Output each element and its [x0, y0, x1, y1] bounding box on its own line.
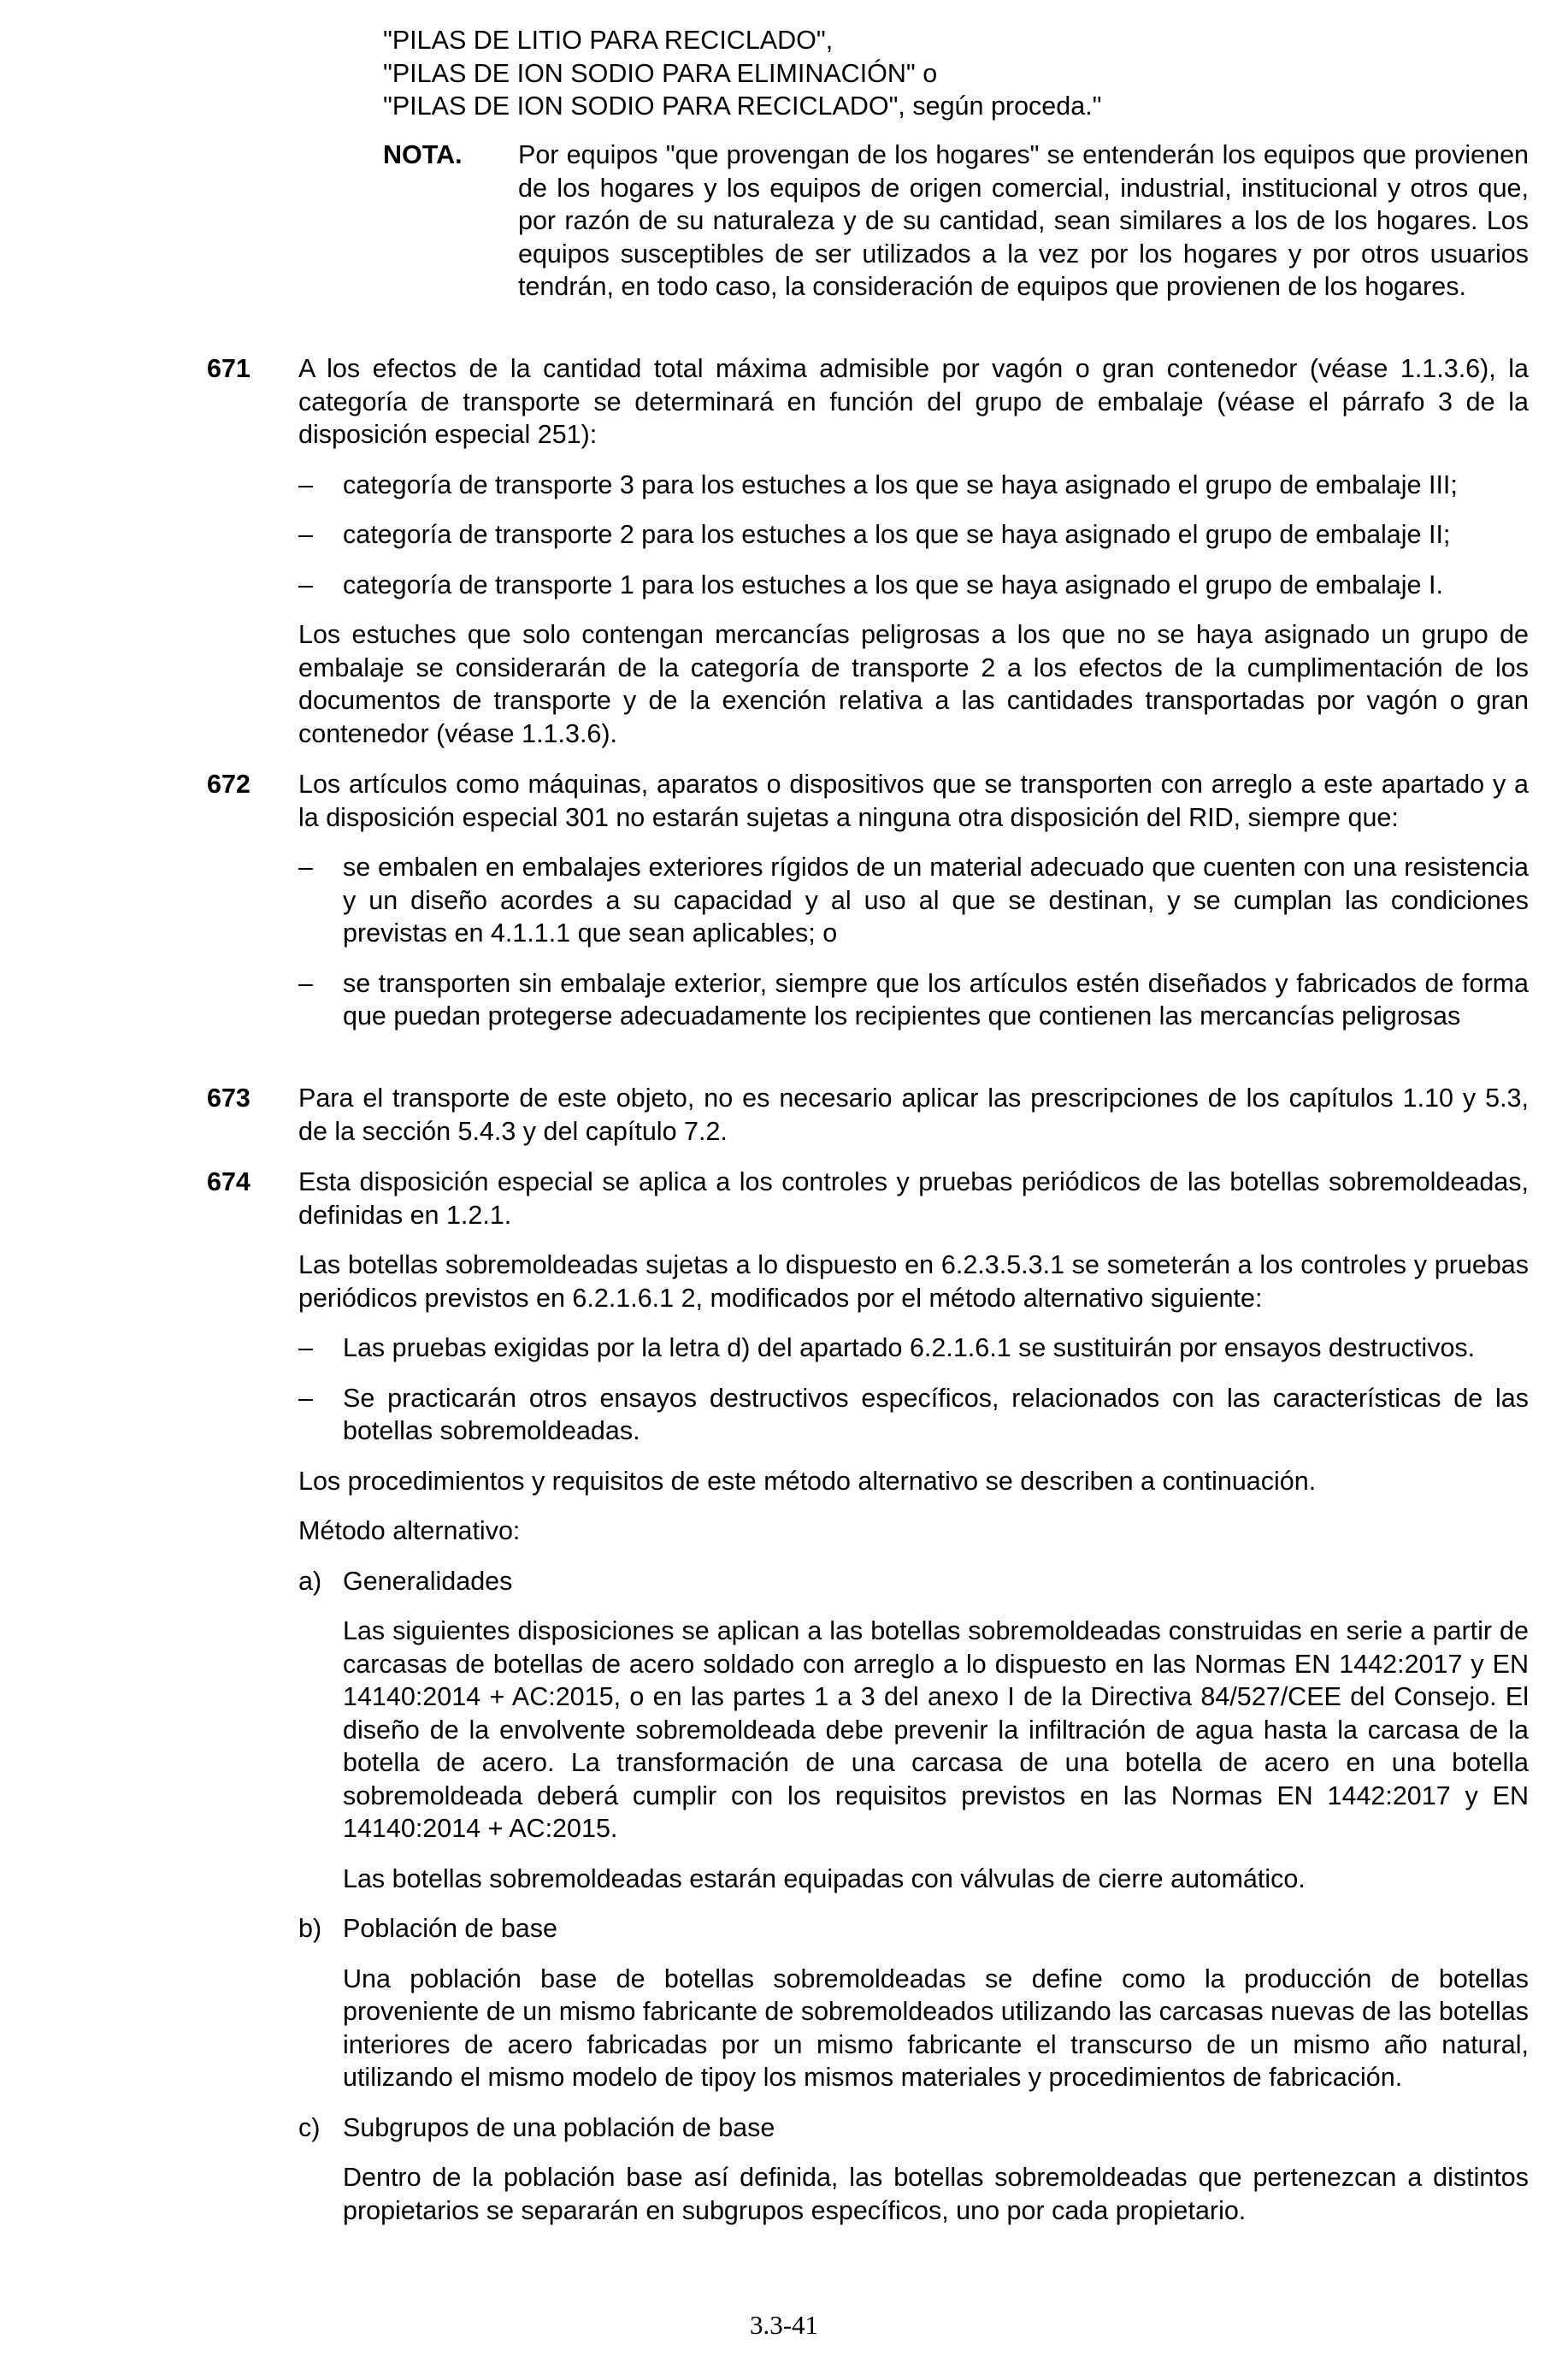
- list-item-text: se embalen en embalajes exteriores rígidos de un material adecuado que cuenten con una resistencia y un diseño acordes a su capacidad y al uso al que se destinan, y se cumplan las condiciones previstas en 4.1.1.1 que sean aplicables; o: [343, 853, 1529, 948]
- provision-text: Para el transporte de este objeto, no es necesario aplicar las prescripciones de los capítulos 1.10 y 5.3, de la sección 5.4.3 y del capítulo 7.2.: [298, 1084, 1529, 1146]
- list-item-text: categoría de transporte 2 para los estuches a los que se haya asignado el grupo de embalaje II;: [343, 520, 1451, 549]
- provision-number: 671: [207, 354, 251, 383]
- provision-intro: Esta disposición especial se aplica a los controles y pruebas periódicos de las botellas sobremoldeadas, definidas en 1.2.1.: [298, 1167, 1529, 1230]
- nota-text: Por equipos "que provengan de los hogares" se entenderán los equipos que provienen de los hogares y los equipos de origen comercial, industrial, institucional y otros que, por razón de su naturaleza y de su cantidad, sean similares a los de los hogares. Los equipos susceptibles de ser utilizados a la vez por los hogares y por otros usuarios tendrán, en todo caso, la consideración de equipos que provienen de los hogares.: [518, 140, 1529, 301]
- list-item-text: Las pruebas exigidas por la letra d) del apartado 6.2.1.6.1 se sustituirán por ensayos destructivos.: [343, 1333, 1476, 1362]
- section-a-heading: [298, 1565, 1529, 1598]
- list-item: [298, 518, 1529, 552]
- dash-bullet: –: [298, 469, 313, 499]
- provision-number: 674: [207, 1167, 251, 1196]
- section-letter: b): [298, 1914, 322, 1943]
- intro-quote-lines: [383, 24, 1452, 123]
- section-title: Subgrupos de una población de base: [343, 2112, 775, 2142]
- dash-bullet: –: [298, 1383, 313, 1413]
- special-provision-672: [207, 768, 1529, 1050]
- dash-bullet: –: [298, 520, 313, 549]
- section-a-text: Las siguientes disposiciones se aplican a las botellas sobremoldeadas construidas en serie a partir de carcasas de botellas de acero soldado con arreglo a lo dispuesto en las Normas EN 1442:2017 y EN 14140:2014 + AC:2015, o en las partes 1 a 3 del anexo I de la Directiva 84/527/CEE del Consejo. El diseño de la envolvente sobremoldeada debe prevenir la infiltración de agua hasta la carcasa de la botella de acero. La transformación de una carcasa de una botella de acero en una botella sobremoldeada deberá cumplir con los requisitos previstos en las Normas EN 1442:2017 y EN 14140:2014 + AC:2015.: [343, 1616, 1529, 1843]
- section-b-text: Una población base de botellas sobremoldeadas se define como la producción de botellas proveniente de un mismo fabricante de sobremoldeados utilizando las carcasas nuevas de las botellas interiores de acero fabricadas por un mismo fabricante el transcurso de un mismo año natural, utilizando el mismo modelo de tipoy los mismos materiales y procedimientos de fabricación.: [343, 1964, 1529, 2092]
- intro-line: "PILAS DE ION SODIO PARA RECICLADO", según proceda.": [383, 92, 1102, 121]
- provision-paragraph: Las botellas sobremoldeadas sujetas a lo dispuesto en 6.2.3.5.3.1 se someterán a los controles y pruebas periódicos previstos en 6.2.1.6.1 2, modificados por el método alternativo siguiente:: [298, 1250, 1529, 1313]
- list-item-text: categoría de transporte 3 para los estuches a los que se haya asignado el grupo de embalaje III;: [343, 469, 1458, 499]
- dash-bullet: –: [298, 570, 313, 599]
- nota-block: [383, 139, 1529, 304]
- dash-bullet: –: [298, 853, 313, 882]
- intro-line: "PILAS DE ION SODIO PARA ELIMINACIÓN" o: [383, 58, 938, 88]
- dash-bullet: –: [298, 1333, 313, 1362]
- special-provision-673: [207, 1082, 1529, 1165]
- list-item-text: se transporten sin embalaje exterior, siempre que los artículos estén diseñados y fabricados de forma que puedan protegerse adecuadamente los recipientes que contienen las mercancías peligrosas: [343, 968, 1529, 1031]
- list-item: [298, 1332, 1529, 1365]
- list-item: [298, 851, 1529, 950]
- page-number: 3.3-41: [749, 2310, 819, 2340]
- provision-intro: A los efectos de la cantidad total máxima admisible por vagón o gran contenedor (véase 1.1.3.6), la categoría de transporte se determinará en función del grupo de embalaje (véase el párrafo 3 de la disposición especial 251):: [298, 354, 1529, 449]
- nota-label: NOTA.: [383, 140, 463, 169]
- special-provision-674: [207, 1166, 1529, 2244]
- section-c-text: Dentro de la población base así definida, las botellas sobremoldeadas que pertenezcan a distintos propietarios se separarán en subgrupos específicos, uno por cada propietario.: [343, 2163, 1529, 2225]
- section-c-heading: [298, 2111, 1529, 2145]
- list-item: [298, 967, 1529, 1033]
- list-item-text: categoría de transporte 1 para los estuches a los que se haya asignado el grupo de embalaje I.: [343, 570, 1443, 599]
- provision-closing: Los estuches que solo contengan mercancías peligrosas a los que no se haya asignado un grupo de embalaje se considerarán de la categoría de transporte 2 a los efectos de la cumplimentación de los documentos de transporte y de la exención relativa a las cantidades transportadas por vagón o gran contenedor (véase 1.1.3.6).: [298, 620, 1529, 748]
- list-item: [298, 569, 1529, 602]
- intro-line: "PILAS DE LITIO PARA RECICLADO",: [383, 26, 834, 55]
- list-item: [298, 1382, 1529, 1448]
- section-a-text: Las botellas sobremoldeadas estarán equipadas con válvulas de cierre automático.: [343, 1863, 1306, 1893]
- section-letter: c): [298, 2112, 321, 2142]
- provision-intro: Los artículos como máquinas, aparatos o dispositivos que se transporten con arreglo a este apartado y a la disposición especial 301 no estarán sujetas a ninguna otra disposición del RID, siempre que:: [298, 770, 1529, 832]
- list-item: [298, 469, 1529, 502]
- method-label: Método alternativo:: [298, 1516, 521, 1545]
- section-letter: a): [298, 1566, 322, 1596]
- section-title: Generalidades: [343, 1566, 513, 1596]
- section-title: Población de base: [343, 1914, 557, 1943]
- provision-paragraph: Los procedimientos y requisitos de este método alternativo se describen a continuación.: [298, 1466, 1317, 1496]
- dash-bullet: –: [298, 968, 313, 998]
- list-item-text: Se practicarán otros ensayos destructivos específicos, relacionados con las características de las botellas sobremoldeadas.: [343, 1383, 1529, 1445]
- provision-number: 672: [207, 770, 251, 799]
- section-b-heading: [298, 1912, 1529, 1946]
- provision-number: 673: [207, 1084, 251, 1113]
- special-provision-671: [207, 352, 1529, 767]
